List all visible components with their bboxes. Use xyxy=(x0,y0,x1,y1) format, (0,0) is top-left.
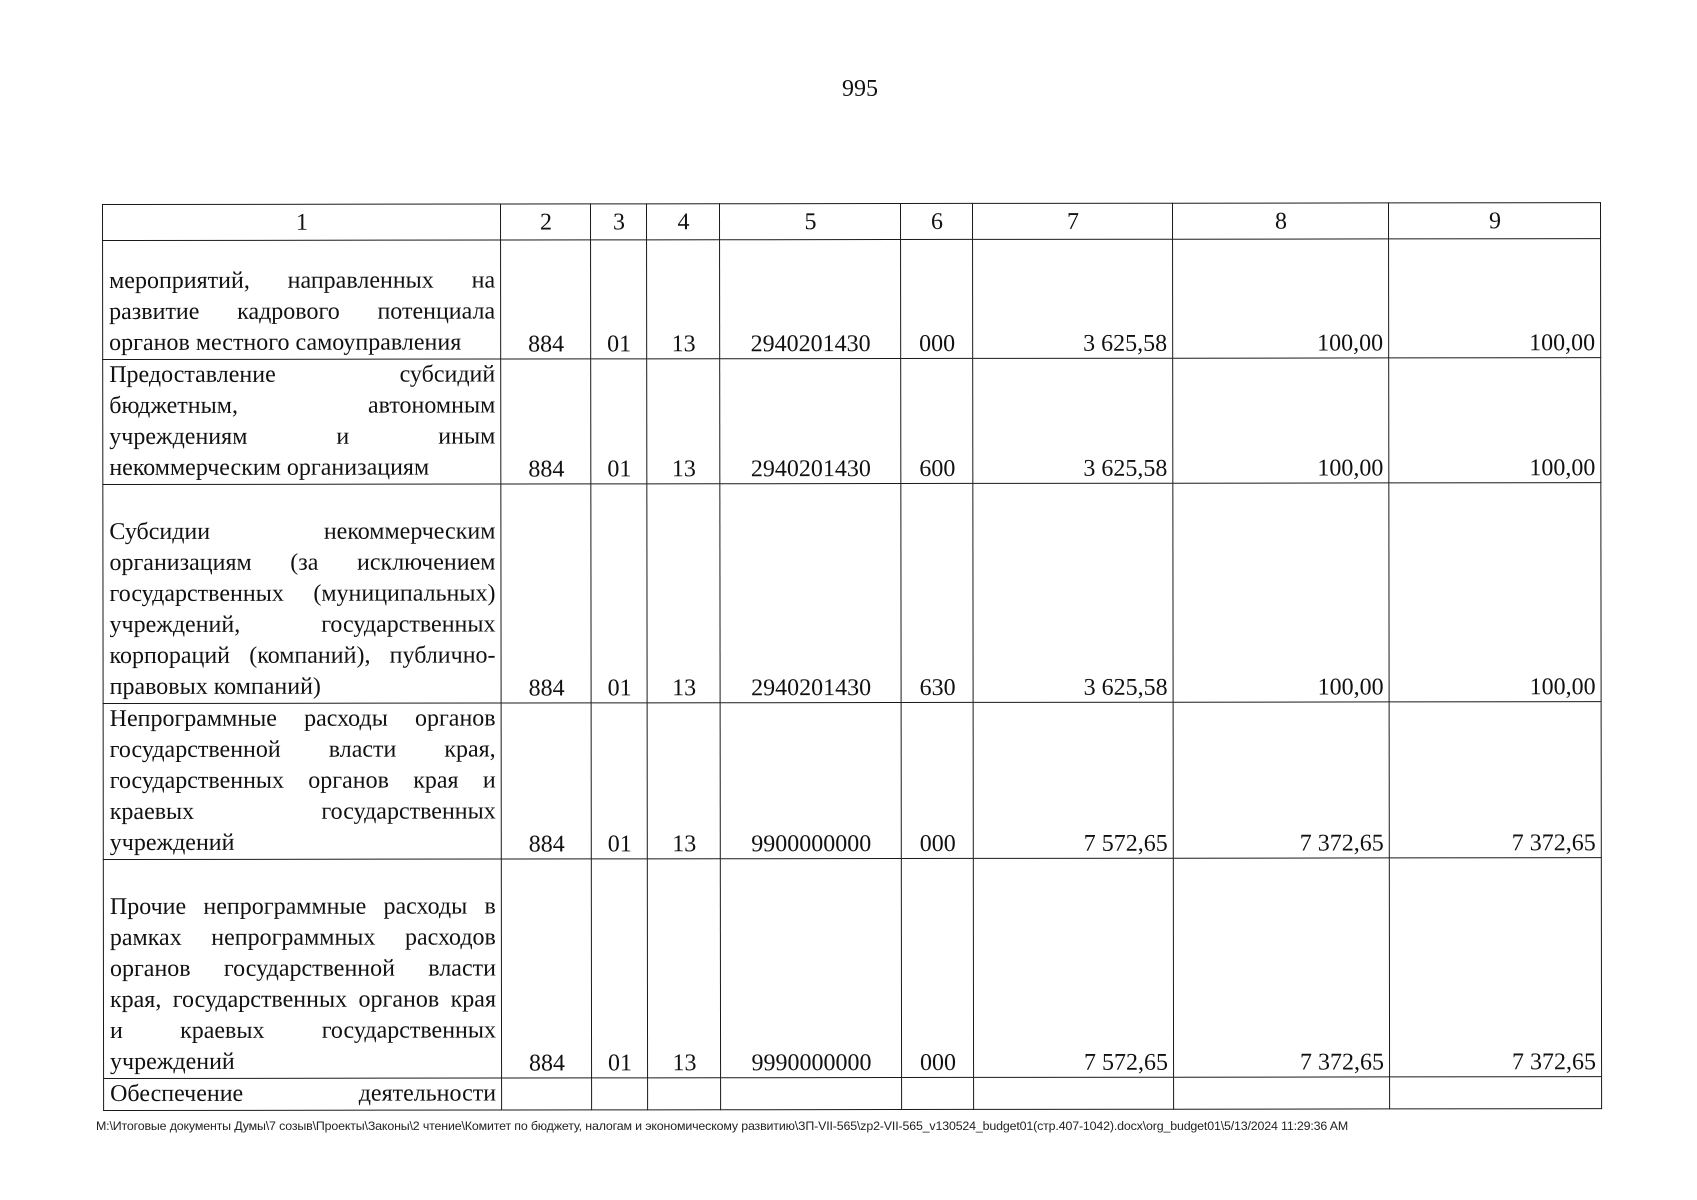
amount-col7: 7 572,65 xyxy=(973,858,1173,1077)
amount-col9: 100,00 xyxy=(1389,483,1601,702)
section-code: 01 xyxy=(591,703,647,859)
ved-code xyxy=(502,1078,592,1110)
expense-type-code: 630 xyxy=(901,483,973,702)
col-header-3: 3 xyxy=(591,204,647,240)
budget-table xyxy=(102,202,1602,1111)
row-description: Обеспечение деятельности xyxy=(104,1078,502,1110)
amount-col9: 100,00 xyxy=(1389,239,1601,358)
section-code: 01 xyxy=(591,359,647,484)
subsection-code xyxy=(648,1078,721,1110)
table-row xyxy=(103,239,1601,360)
expense-type-code: 600 xyxy=(901,358,973,483)
subsection-code: 13 xyxy=(647,240,720,359)
ved-code: 884 xyxy=(501,859,591,1078)
target-article-code: 2940201430 xyxy=(720,484,901,703)
amount-col7: 3 625,58 xyxy=(973,358,1173,483)
row-description: Предоставление субсидий бюджетным, автономным учреждениям и иным некоммерческим организациям xyxy=(103,359,501,484)
expense-type-code: 000 xyxy=(901,702,973,858)
amount-col9: 7 372,65 xyxy=(1389,858,1601,1077)
table-row xyxy=(103,483,1601,704)
col-header-5: 5 xyxy=(720,204,901,240)
col-header-8: 8 xyxy=(1172,203,1388,239)
col-header-7: 7 xyxy=(972,203,1172,239)
col-header-4: 4 xyxy=(647,204,720,240)
amount-col9: 100,00 xyxy=(1389,358,1601,483)
subsection-code: 13 xyxy=(647,859,720,1078)
col-header-9: 9 xyxy=(1388,203,1600,239)
amount-col7: 3 625,58 xyxy=(973,239,1173,358)
target-article-code: 2940201430 xyxy=(720,240,901,359)
subsection-code: 13 xyxy=(647,703,720,859)
amount-col8: 100,00 xyxy=(1173,358,1389,483)
subsection-code: 13 xyxy=(647,484,720,703)
section-code: 01 xyxy=(591,240,647,359)
expense-type-code: 000 xyxy=(901,239,973,358)
expense-type-code xyxy=(902,1077,974,1109)
table-row xyxy=(103,702,1601,860)
row-description: Непрограммные расходы органов государственной власти края, государственных органов края и краевых государственных учреждений xyxy=(103,703,501,859)
ved-code: 884 xyxy=(501,240,591,359)
table-row xyxy=(103,858,1601,1079)
file-path-footer: М:\Итоговые документы Думы\7 созыв\Проекты\Законы\2 чтение\Комитет по бюджету, налогам и экономическому развитию\ЗП-VII-565\zp2-VII-565_v130524_budget01(стр.407-1042).docx\org_budget01\5/13/2024 11:29:36 AM xyxy=(96,1119,1349,1133)
section-code xyxy=(592,1078,648,1110)
amount-col8: 100,00 xyxy=(1173,239,1389,358)
section-code: 01 xyxy=(591,484,647,703)
ved-code: 884 xyxy=(501,703,591,859)
col-header-2: 2 xyxy=(501,204,591,240)
col-header-6: 6 xyxy=(901,203,973,239)
table-row xyxy=(104,1077,1602,1111)
target-article-code: 2940201430 xyxy=(720,359,901,484)
amount-col7: 3 625,58 xyxy=(973,483,1173,702)
row-description: Субсидии некоммерческим организациям (за исключением государственных (муниципальных) учреждений, государственных корпораций (компаний), публично-правовых компаний) xyxy=(103,484,501,703)
amount-col7: 7 572,65 xyxy=(973,702,1173,858)
amount-col9: 7 372,65 xyxy=(1389,702,1601,858)
amount-col7 xyxy=(974,1077,1174,1109)
target-article-code: 9900000000 xyxy=(720,703,901,859)
target-article-code: 9990000000 xyxy=(720,859,901,1078)
budget-table-sheet xyxy=(102,202,1601,1111)
row-description: Прочие непрограммные расходы в рамках непрограммных расходов органов государственной власти края, государственных органов края и краевых государственных учреждений xyxy=(103,859,501,1078)
table-row xyxy=(103,358,1601,485)
subsection-code: 13 xyxy=(647,359,720,484)
amount-col9 xyxy=(1390,1077,1602,1109)
target-article-code xyxy=(721,1078,902,1110)
col-header-1: 1 xyxy=(103,204,501,240)
ved-code: 884 xyxy=(501,359,591,484)
section-code: 01 xyxy=(591,859,647,1078)
column-number-row xyxy=(103,203,1601,241)
amount-col8: 7 372,65 xyxy=(1173,702,1389,858)
page-number: 995 xyxy=(842,76,878,102)
amount-col8: 7 372,65 xyxy=(1173,858,1389,1077)
expense-type-code: 000 xyxy=(901,858,973,1077)
amount-col8: 100,00 xyxy=(1173,483,1389,702)
ved-code: 884 xyxy=(501,484,591,703)
row-description: мероприятий, направленных на развитие кадрового потенциала органов местного самоуправления xyxy=(103,240,501,359)
amount-col8 xyxy=(1174,1077,1390,1109)
